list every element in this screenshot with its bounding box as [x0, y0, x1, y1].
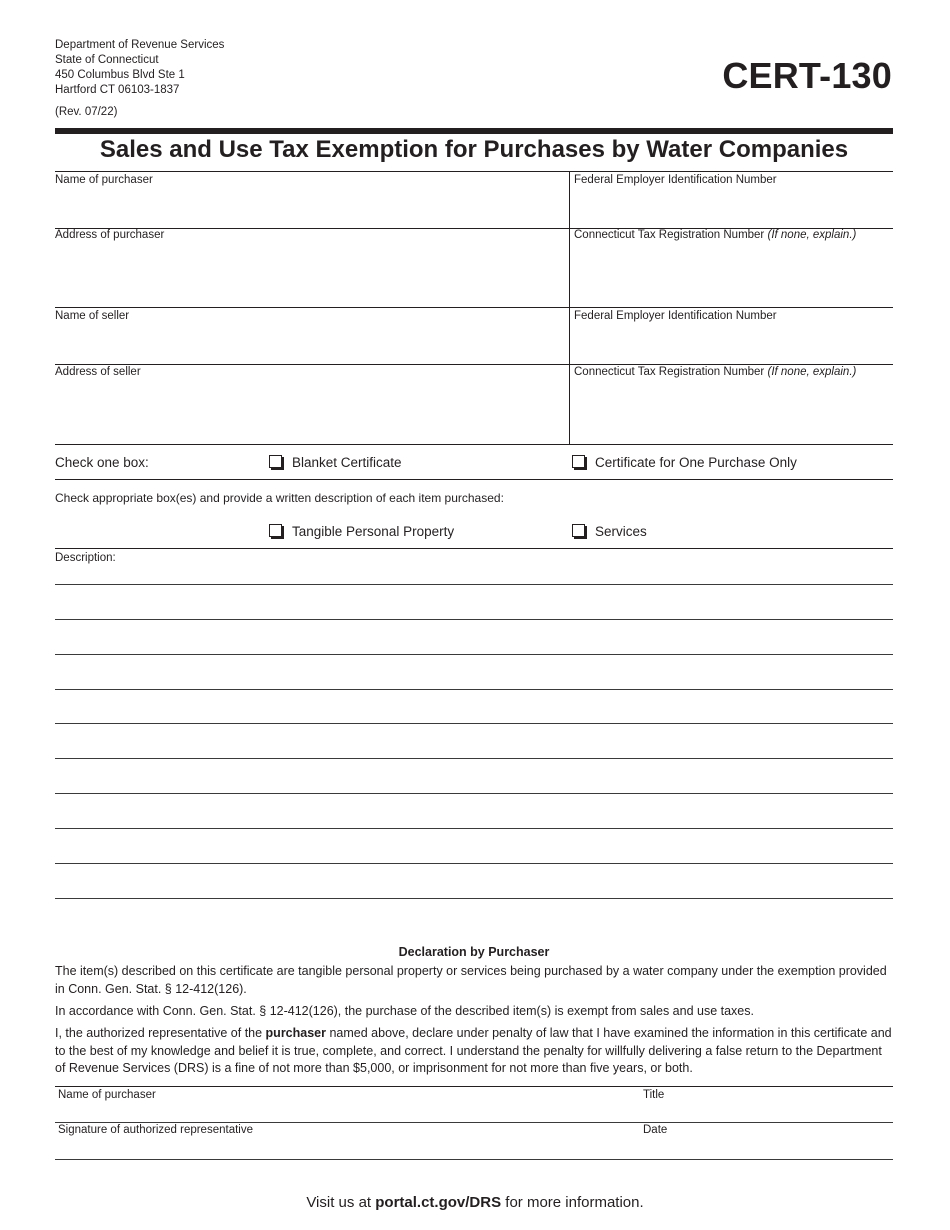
row-rule: [55, 548, 893, 549]
title-rule: [55, 128, 893, 134]
sig-date-field[interactable]: [640, 1139, 892, 1158]
description-label: Description:: [55, 552, 116, 564]
tangible-property-label: Tangible Personal Property: [292, 524, 455, 539]
agency-address: [55, 38, 224, 120]
declaration-heading: Declaration by Purchaser: [398, 945, 550, 959]
declaration-paragraph-2: In accordance with Conn. Gen. Stat. § 12-412(126), the purchase of the described item(s) is exempt from sales and use taxes.: [55, 1004, 754, 1018]
sig-title-field[interactable]: [640, 1103, 892, 1121]
seller-address-label: Address of seller: [55, 366, 141, 378]
description-field[interactable]: [55, 566, 893, 898]
seller-fein-field[interactable]: [574, 326, 892, 362]
purchaser-fein-label: Federal Employer Identification Number: [574, 174, 777, 186]
seller-fein-label: Federal Employer Identification Number: [574, 310, 777, 322]
purchaser-name-field[interactable]: [55, 190, 565, 226]
seller-ct-reg-label: Connecticut Tax Registration Number (If none, explain.): [574, 366, 857, 378]
one-purchase-checkbox[interactable]: [572, 455, 585, 468]
grid-divider: [569, 171, 570, 445]
description-line: [55, 863, 893, 864]
grid-top-rule: [55, 171, 893, 172]
description-line: [55, 898, 893, 899]
items-instruction: Check appropriate box(es) and provide a written description of each item purchased:: [55, 491, 504, 505]
blanket-certificate-checkbox[interactable]: [269, 455, 282, 468]
purchaser-address-field[interactable]: [55, 246, 565, 306]
purchaser-fein-field[interactable]: [574, 190, 892, 226]
seller-name-field[interactable]: [55, 326, 565, 362]
description-line: [55, 689, 893, 690]
signature-rule: [55, 1159, 893, 1160]
description-line: [55, 723, 893, 724]
services-checkbox[interactable]: [572, 524, 585, 537]
agency-line: Hartford CT 06103-1837: [55, 84, 180, 96]
form-number: CERT-130: [722, 55, 892, 96]
seller-name-label: Name of seller: [55, 310, 130, 322]
row-rule: [55, 444, 893, 445]
row-rule: [55, 479, 893, 480]
signature-rule: [55, 1122, 893, 1123]
seller-address-field[interactable]: [55, 382, 565, 442]
signature-top-rule: [55, 1086, 893, 1087]
portal-link[interactable]: portal.ct.gov/DRS: [375, 1194, 502, 1211]
seller-ct-reg-field[interactable]: [574, 382, 892, 442]
signature-field[interactable]: [55, 1139, 635, 1158]
sig-name-label: Name of purchaser: [58, 1089, 156, 1101]
sig-title-label: Title: [643, 1089, 665, 1101]
purchaser-ct-reg-label: Connecticut Tax Registration Number (If none, explain.): [574, 229, 857, 241]
one-purchase-label: Certificate for One Purchase Only: [595, 455, 797, 470]
description-line: [55, 828, 893, 829]
sig-signature-label: Signature of authorized representative: [58, 1124, 253, 1136]
description-line: [55, 793, 893, 794]
description-line: [55, 619, 893, 620]
blanket-certificate-label: Blanket Certificate: [292, 455, 402, 470]
services-label: Services: [595, 524, 647, 539]
description-line: [55, 584, 893, 585]
purchaser-name-label: Name of purchaser: [55, 174, 153, 186]
row-rule: [55, 307, 893, 308]
revision-date: (Rev. 07/22): [55, 106, 118, 118]
agency-line: 450 Columbus Blvd Ste 1: [55, 69, 185, 81]
sig-date-label: Date: [643, 1124, 668, 1136]
declaration-paragraph-3: I, the authorized representative of the purchaser named above, declare under penalty of law that I have examined the information in this certificate and to the best of my knowledge and belief it is true, complete, and correct. I understand the penalty for willfully delivering a false return to the Department of Revenue Services (DRS) is a fine of not more than $5,000, or imprisonment for not more than five years, or both.: [55, 1026, 892, 1075]
row-rule: [55, 364, 893, 365]
description-line: [55, 758, 893, 759]
agency-line: Department of Revenue Services: [55, 39, 225, 51]
check-one-label: Check one box:: [55, 455, 149, 470]
sig-name-field[interactable]: [55, 1103, 635, 1121]
declaration-paragraph-1: The item(s) described on this certificate are tangible personal property or services being purchased by a water company under the exemption provided in Conn. Gen. Stat. § 12-412(126).: [55, 964, 887, 996]
purchaser-ct-reg-field[interactable]: [574, 246, 892, 306]
tangible-property-checkbox[interactable]: [269, 524, 282, 537]
form-title: Sales and Use Tax Exemption for Purchases by Water Companies: [99, 136, 849, 163]
footer-text: Visit us at portal.ct.gov/DRS for more information.: [306, 1194, 644, 1211]
purchaser-address-label: Address of purchaser: [55, 229, 165, 241]
agency-line: State of Connecticut: [55, 54, 159, 66]
description-line: [55, 654, 893, 655]
